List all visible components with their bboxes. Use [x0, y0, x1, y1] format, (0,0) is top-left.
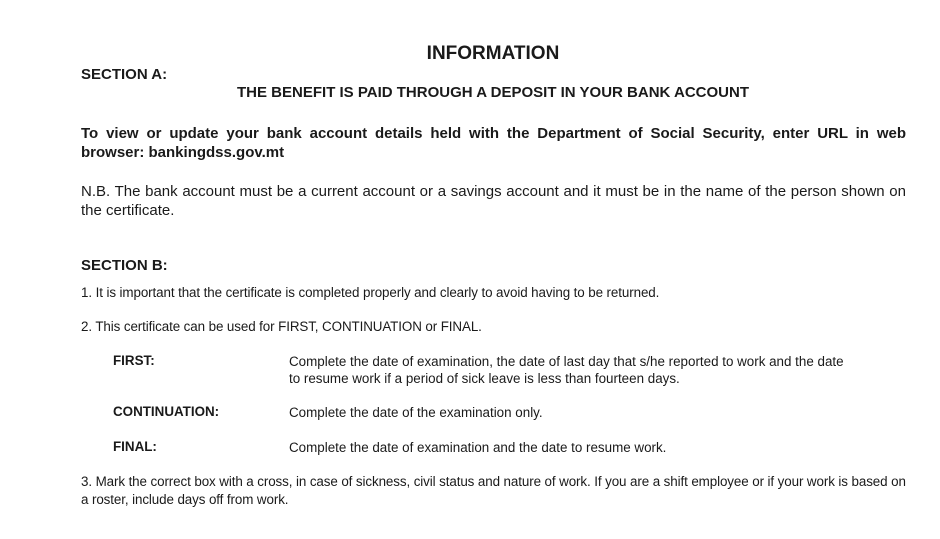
- page-title: INFORMATION: [426, 43, 560, 64]
- definition-term: FIRST:: [113, 353, 155, 368]
- instruction-item-2: 2. This certificate can be used for FIRST, CONTINUATION or FINAL.: [81, 319, 482, 334]
- definition-text: Complete the date of examination, the date of last day that s/he reported to work and the date to resume work if a period of sick leave is less than fourteen days.: [289, 354, 844, 386]
- definition-text: Complete the date of the examination only.: [289, 405, 543, 420]
- section-b-heading: SECTION B:: [81, 257, 168, 274]
- instruction-item-1: 1. It is important that the certificate is completed properly and clearly to avoid having to be returned.: [81, 285, 660, 300]
- section-a-heading: SECTION A:: [81, 66, 168, 83]
- bank-account-note: N.B. The bank account must be a current account or a savings account and it must be in the name of the person shown on the certificate.: [81, 183, 906, 219]
- definition-text: Complete the date of examination and the date to resume work.: [289, 440, 667, 455]
- instruction-item-3: 3. Mark the correct box with a cross, in case of sickness, civil status and nature of work. If you are a shift employee or if your work is based on a roster, include days off from work.: [81, 474, 906, 507]
- definition-term: CONTINUATION:: [113, 404, 220, 419]
- definition-term: FINAL:: [113, 439, 157, 454]
- section-a-subtitle: THE BENEFIT IS PAID THROUGH A DEPOSIT IN YOUR BANK ACCOUNT: [237, 84, 749, 101]
- bank-account-instruction: To view or update your bank account details held with the Department of Social Security, enter URL in web browser: bankingdss.gov.mt: [81, 125, 906, 161]
